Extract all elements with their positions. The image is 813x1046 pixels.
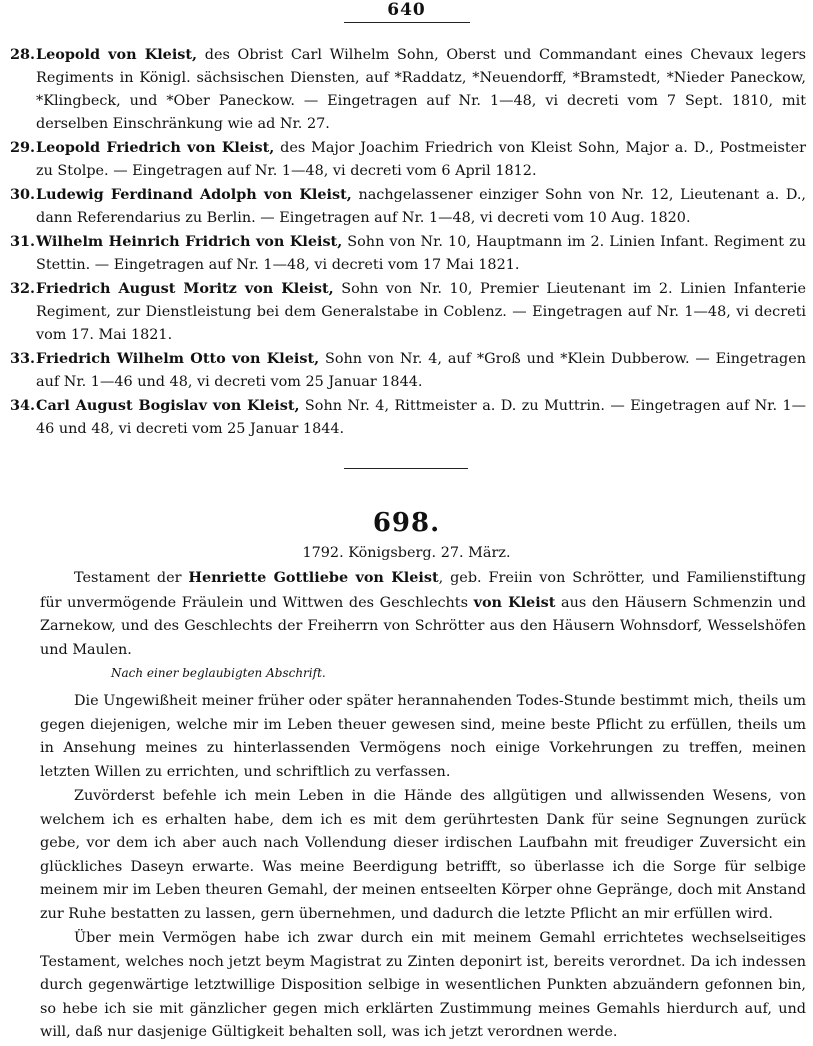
entry-text: Sohn Nr. 4, Rittmeister a. D. zu Muttrin. — Eingetragen auf Nr. 1—46 und 48, vi decreti vom 25 Januar 1844. — [36, 398, 807, 437]
page-number: 640 — [387, 0, 426, 20]
entry-number: 34. — [10, 397, 36, 414]
list-item — [10, 394, 806, 441]
list-item — [10, 347, 806, 394]
entry-name: Carl August Bogislav von Kleist, — [36, 397, 300, 414]
entry-text: nachgelassener einziger Sohn von Nr. 12, Lieutenant a. D., dann Referendarius zu Berlin. — Eingetragen auf Nr. 1—48, vi decreti vom 10 Aug. 1820. — [36, 187, 806, 226]
document-title — [40, 566, 806, 662]
list-item — [10, 136, 806, 183]
title-name-2: von Kleist — [473, 593, 556, 611]
list-item — [10, 43, 806, 136]
list-item — [10, 230, 806, 277]
entry-name: Friedrich Wilhelm Otto von Kleist, — [36, 350, 320, 367]
entry-number: 33. — [10, 350, 36, 367]
entry-text: Sohn von Nr. 4, auf *Groß und *Klein Dubberow. — Eingetragen auf Nr. 1—46 und 48, vi decreti vom 25 Januar 1844. — [36, 351, 807, 390]
entry-text: des Obrist Carl Wilhelm Sohn, Oberst und Commandant eines Chevaux legers Regiments in Königl. sächsischen Diensten, auf *Raddatz, *Neuendorff, *Bramstedt, *Nieder Paneckow, *Klingbeck, und *Ober Paneckow. — Eingetragen auf Nr. 1—48, vi decreti vom 7 Sept. 1810, mit derselben Einschränkung wie ad Nr. 27. — [36, 47, 806, 132]
title-pre: Testament der — [74, 570, 189, 586]
dateline: 1792. Königsberg. 27. März. — [302, 545, 511, 561]
header-rule — [344, 22, 470, 23]
entry-text: Sohn von Nr. 10, Hauptmann im 2. Linien Infant. Regiment zu Stettin. — Eingetragen auf Nr. 1—48, vi decreti vom 17 Mai 1821. — [36, 234, 806, 273]
title-name: Henriette Gottliebe von Kleist — [188, 569, 439, 586]
paragraph: Über mein Vermögen habe ich zwar durch ein mit meinem Gemahl errichtetes wechselseitiges Testament, welches noch jetzt beym Magistrat zu Zinten deponirt ist, bereits verordnet. Da ich indessen durch gegenwärtige letztwillige Disposition selbige in wesentlichen Punkten abzuändern gefonnen bin, so hebe ich sie mit gänzlicher gegen mich erklärten Zustimmung meines Gemahls hierdurch auf, und will, daß nur dasjenige Gültigkeit behalten soll, was ich jetzt verordnen werde. — [40, 930, 806, 1040]
body-text — [40, 690, 806, 1046]
entry-name: Friedrich August Moritz von Kleist, — [36, 280, 334, 297]
section-divider — [344, 468, 468, 469]
entry-number: 31. — [10, 233, 36, 250]
entry-name: Wilhelm Heinrich Fridrich von Kleist, — [36, 233, 343, 250]
entry-text: Sohn von Nr. 10, Premier Lieutenant im 2. Linien Infanterie Regiment, zur Dienstleistung bei dem Generalstabe in Coblenz. — Eingetragen auf Nr. 1—48, vi decreti vom 17. Mai 1821. — [36, 281, 807, 343]
entry-number: 30. — [10, 186, 36, 203]
entry-name: Leopold von Kleist, — [36, 46, 198, 63]
title-mid: , geb. Freiin von Schrötter, und Familienstiftung für unvermögende Fräulein und Wittwen des Geschlechts — [40, 570, 806, 611]
entry-name: Leopold Friedrich von Kleist, — [36, 139, 275, 156]
entry-text: des Major Joachim Friedrich von Kleist Sohn, Major a. D., Postmeister zu Stolpe. — Eingetragen auf Nr. 1—48, vi decreti vom 6 April 1812. — [36, 140, 807, 179]
entry-number: 29. — [10, 139, 36, 156]
source-note: Nach einer beglaubigten Abschrift. — [111, 666, 326, 680]
entry-number: 32. — [10, 280, 36, 297]
entry-name: Ludewig Ferdinand Adolph von Kleist, — [36, 186, 352, 203]
paragraph: Zuvörderst befehle ich mein Leben in die Hände des allgütigen und allwissenden Wesens, von welchem ich es erhalten habe, dem ich es mit dem gerührtesten Dank für seine Segnungen zurück gebe, vor dem ich aber auch nach Vollendung dieser irdischen Laufbahn mit freudiger Zuversicht ein glückliches Daseyn erwarte. Was meine Beerdigung betrifft, so überlasse ich die Sorge für selbige meinem mir im Leben theuren Gemahl, der meinen entseelten Körper ohne Gepränge, doch mit Anstand zur Ruhe bestatten zu lassen, gern übernehmen, und dadurch die letzte Pflicht an mir erfüllen wird. — [40, 788, 806, 922]
document-number: 698. — [372, 508, 441, 538]
entry-list — [10, 43, 806, 441]
entry-number: 28. — [10, 46, 36, 63]
title-post: aus den Häusern Schmenzin und Zarnekow, und des Geschlechts der Freiherrn von Schrötter aus den Häusern Wohnsdorf, Wesselshöfen und Maulen. — [40, 594, 806, 658]
list-item — [10, 183, 806, 230]
list-item — [10, 277, 806, 347]
paragraph: Die Ungewißheit meiner früher oder später herannahenden Todes-Stunde bestimmt mich, theils um gegen diejenigen, welche mir im Leben theuer gewesen sind, meine beste Pflicht zu erfüllen, theils um in Ansehung meines zu hinterlassenden Vermögens noch einige Vorkehrungen zu treffen, meinen letzten Willen zu errichten, und schriftlich zu verfassen. — [40, 693, 806, 780]
